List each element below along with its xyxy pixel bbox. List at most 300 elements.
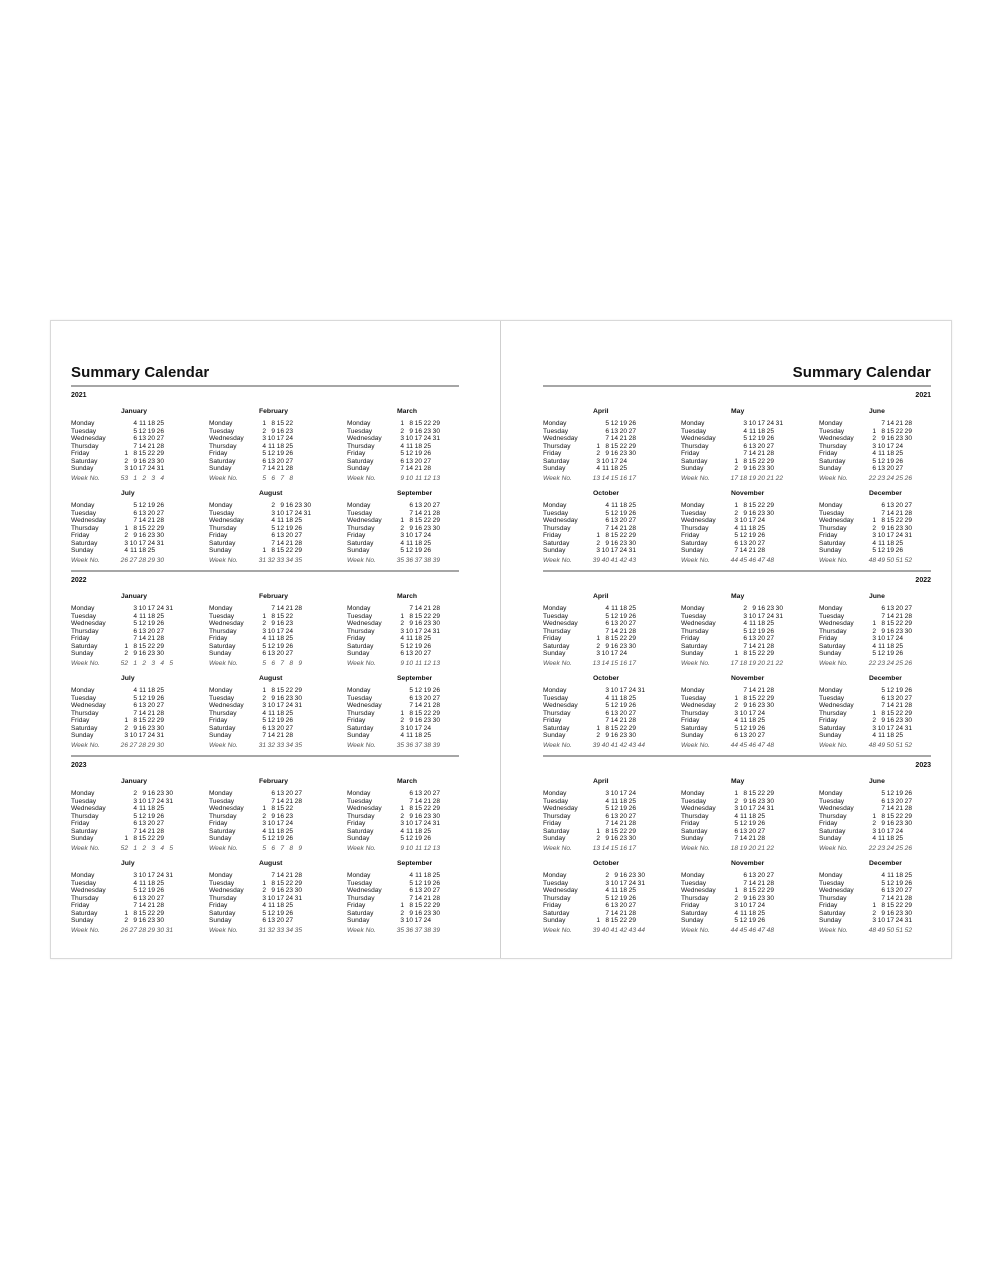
date-cell: 20 <box>423 790 431 797</box>
week-number: 43 <box>628 926 636 934</box>
date-cell: 7 <box>271 605 275 612</box>
weekday-label: Tuesday <box>209 427 235 435</box>
date-cell: 3 <box>262 820 266 827</box>
date-cell: 12 <box>739 820 747 827</box>
date-cell: 2 <box>734 797 738 805</box>
date-cell: 14 <box>414 702 422 709</box>
weekday-row <box>395 547 440 555</box>
weekday-label: Sunday <box>209 835 232 842</box>
date-grid <box>257 502 311 564</box>
week-number: 42 <box>619 556 627 564</box>
date-cell: 28 <box>156 902 164 909</box>
weekday-row <box>395 790 440 798</box>
date-cell: 9 <box>605 642 609 650</box>
date-cell: 27 <box>285 917 293 924</box>
date-cell: 17 <box>748 517 756 524</box>
date-cell: 24 <box>628 687 636 694</box>
weekday-label: Tuesday <box>819 879 845 887</box>
date-cell: 28 <box>156 442 164 450</box>
weekday-row <box>729 732 774 740</box>
month-july <box>71 490 203 570</box>
date-cell: 1 <box>262 687 266 694</box>
weekday-label: Wednesday <box>543 620 578 627</box>
weekday-label: Friday <box>347 450 366 457</box>
date-cell: 30 <box>432 717 440 724</box>
date-cell: 27 <box>156 820 164 827</box>
week-number-row <box>867 742 912 750</box>
date-cell: 4 <box>400 732 404 739</box>
date-cell: 12 <box>610 612 618 620</box>
date-cell: 18 <box>748 717 756 724</box>
date-cell: 26 <box>895 547 903 554</box>
date-cell: 14 <box>610 717 618 724</box>
date-cell: 25 <box>628 797 636 805</box>
date-cell: 11 <box>740 717 747 724</box>
week-number-row <box>395 742 440 750</box>
weekday-label: Thursday <box>209 894 237 902</box>
date-cell: 22 <box>285 420 293 427</box>
month-name: September <box>397 860 433 867</box>
date-cell: 11 <box>740 909 747 917</box>
weekday-labels <box>681 502 716 564</box>
date-cell: 1 <box>872 709 876 717</box>
date-cell: 25 <box>757 524 765 532</box>
date-cell: 28 <box>432 605 440 612</box>
date-cell: 2 <box>596 450 600 457</box>
weekday-label: Saturday <box>819 827 846 835</box>
weekday-label: Sunday <box>347 650 370 657</box>
date-cell: 12 <box>739 532 747 539</box>
date-cell: 28 <box>156 635 164 642</box>
date-cell: 8 <box>133 909 137 917</box>
date-cell: 16 <box>147 790 155 797</box>
date-cell: 9 <box>280 502 284 509</box>
date-cell: 3 <box>133 872 137 879</box>
date-cell: 10 <box>405 627 413 635</box>
weekday-label: Thursday <box>71 709 99 717</box>
date-grid <box>257 420 293 482</box>
date-cell: 13 <box>886 887 894 894</box>
week-number-row <box>729 845 774 853</box>
date-cell: 5 <box>133 427 137 435</box>
weekday-row <box>257 717 302 725</box>
date-cell: 6 <box>605 620 609 627</box>
date-cell: 13 <box>886 694 894 702</box>
date-cell: 26 <box>285 909 293 917</box>
weekday-label: Monday <box>347 420 371 427</box>
weekday-label: Sunday <box>347 835 370 842</box>
week-number: 46 <box>748 741 756 749</box>
date-cell: 10 <box>405 724 413 732</box>
date-cell: 26 <box>757 820 765 827</box>
week-number: 15 <box>610 474 618 482</box>
date-cell: 16 <box>138 650 146 657</box>
week-number: 28 <box>138 741 146 749</box>
date-cell: 7 <box>605 820 609 827</box>
date-cell: 9 <box>133 724 137 732</box>
year-block-2021 <box>543 385 931 570</box>
date-cell: 4 <box>734 909 738 917</box>
weekday-row <box>591 613 636 621</box>
date-cell: 18 <box>757 427 765 435</box>
date-cell: 19 <box>276 909 284 917</box>
week-number-label: Week No. <box>819 659 848 667</box>
date-cell: 10 <box>267 820 275 827</box>
date-cell: 9 <box>271 694 275 702</box>
date-cell: 29 <box>628 827 636 835</box>
date-cell: 1 <box>262 805 266 812</box>
weekday-row <box>119 798 173 806</box>
weekday-row <box>591 635 636 643</box>
weekday-labels <box>347 502 382 564</box>
date-cell: 21 <box>619 524 627 532</box>
date-cell: 14 <box>414 894 422 902</box>
weekday-row <box>395 443 440 451</box>
date-cell: 19 <box>147 812 155 820</box>
date-cell: 13 <box>276 790 284 797</box>
date-cell: 9 <box>605 732 609 739</box>
weekday-row <box>591 620 636 628</box>
date-cell: 22 <box>147 909 155 917</box>
date-cell: 4 <box>400 539 404 547</box>
date-cell: 25 <box>423 732 431 739</box>
date-cell: 6 <box>743 635 747 642</box>
date-cell: 18 <box>414 539 422 547</box>
date-cell: 10 <box>610 790 618 797</box>
date-cell: 3 <box>262 894 266 902</box>
weekday-label: Saturday <box>681 642 708 650</box>
weekday-label: Monday <box>681 872 705 879</box>
weekday-row <box>395 613 440 621</box>
week-number: 25 <box>895 844 903 852</box>
date-cell: 12 <box>739 917 747 924</box>
weekday-row <box>729 895 774 903</box>
weekday-row <box>395 502 440 510</box>
date-cell: 31 <box>628 547 636 554</box>
date-cell: 10 <box>267 702 275 709</box>
weekday-label: Thursday <box>543 812 571 820</box>
weekday-row <box>867 540 912 548</box>
week-number: 23 <box>877 474 885 482</box>
date-cell: 3 <box>605 687 609 694</box>
weekday-row <box>591 525 636 533</box>
date-cell: 2 <box>400 909 404 917</box>
date-cell: 4 <box>734 524 738 532</box>
date-cell: 27 <box>757 539 765 547</box>
weekday-row <box>729 532 774 540</box>
date-cell: 9 <box>133 917 137 924</box>
date-cell: 24 <box>285 894 293 902</box>
weekday-label: Sunday <box>681 917 704 924</box>
week-number-label: Week No. <box>819 741 848 749</box>
weekday-label: Wednesday <box>209 517 244 524</box>
date-cell: 17 <box>610 457 618 465</box>
date-cell: 19 <box>757 435 765 442</box>
week-number: 18 <box>739 474 747 482</box>
date-cell: 16 <box>610 539 618 547</box>
date-cell: 1 <box>124 717 128 724</box>
date-cell: 13 <box>267 650 275 657</box>
week-number: 15 <box>610 659 618 667</box>
date-cell: 14 <box>276 539 284 547</box>
weekday-row <box>867 835 912 843</box>
weekday-label: Wednesday <box>209 887 244 894</box>
date-cell: 25 <box>156 612 164 620</box>
date-cell: 17 <box>748 709 756 717</box>
date-cell: 6 <box>133 702 137 709</box>
date-cell: 15 <box>748 887 756 894</box>
date-cell: 14 <box>138 709 146 717</box>
date-cell: 6 <box>262 457 266 465</box>
weekday-row <box>591 465 636 473</box>
date-cell: 9 <box>614 872 618 879</box>
date-cell: 27 <box>628 620 636 627</box>
date-cell: 6 <box>881 502 885 509</box>
date-cell: 24 <box>895 442 903 450</box>
weekday-label: Saturday <box>543 642 570 650</box>
week-number: 27 <box>129 556 137 564</box>
date-cell: 29 <box>432 709 440 717</box>
date-cell: 30 <box>156 650 164 657</box>
date-cell: 19 <box>147 887 155 894</box>
date-cell: 27 <box>904 502 912 509</box>
week-number: 32 <box>267 926 275 934</box>
date-cell: 17 <box>414 724 422 732</box>
page-fold-divider <box>500 321 501 958</box>
date-cell: 7 <box>409 797 413 805</box>
date-cell: 3 <box>400 435 404 442</box>
date-cell: 15 <box>414 612 422 620</box>
date-cell: 18 <box>886 450 894 457</box>
date-grid <box>257 687 302 749</box>
weekday-label: Tuesday <box>681 509 707 517</box>
date-cell: 16 <box>886 524 894 532</box>
weekday-label: Monday <box>71 687 95 694</box>
weekday-row <box>257 450 293 458</box>
weekday-row <box>867 643 912 651</box>
date-cell: 26 <box>757 532 765 539</box>
date-cell: 27 <box>432 694 440 702</box>
week-number: 7 <box>280 474 284 482</box>
date-cell: 31 <box>294 894 302 902</box>
date-cell: 7 <box>881 420 885 427</box>
date-cell: 4 <box>133 687 137 694</box>
date-cell: 31 <box>775 612 783 620</box>
date-grid <box>119 790 173 852</box>
weekday-label: Tuesday <box>209 797 235 805</box>
week-number: 47 <box>757 741 765 749</box>
date-cell: 25 <box>285 827 293 835</box>
week-number: 6 <box>271 474 275 482</box>
date-cell: 6 <box>605 709 609 717</box>
date-cell: 25 <box>895 539 903 547</box>
week-number: 5 <box>169 844 173 852</box>
weekday-row <box>729 710 774 718</box>
weekday-labels <box>681 605 716 667</box>
week-number-row <box>395 927 440 935</box>
month-name: December <box>869 490 902 497</box>
date-cell: 14 <box>138 442 146 450</box>
date-cell: 5 <box>881 790 885 797</box>
weekday-label: Thursday <box>819 812 847 820</box>
date-cell: 9 <box>605 450 609 457</box>
date-cell: 24 <box>628 879 636 887</box>
date-cell: 14 <box>610 435 618 442</box>
weekday-row <box>257 532 311 540</box>
weekday-label: Friday <box>71 902 90 909</box>
date-cell: 28 <box>904 420 912 427</box>
date-cell: 10 <box>267 894 275 902</box>
weekday-row <box>119 650 173 658</box>
date-cell: 2 <box>400 620 404 627</box>
date-cell: 2 <box>400 812 404 820</box>
date-cell: 4 <box>262 442 266 450</box>
date-cell: 9 <box>271 812 275 820</box>
week-number-label: Week No. <box>681 659 710 667</box>
date-cell: 4 <box>881 872 885 879</box>
weekday-label: Friday <box>819 717 838 724</box>
date-cell: 11 <box>139 687 146 694</box>
weekday-row <box>867 443 912 451</box>
date-cell: 13 <box>267 917 275 924</box>
weekday-row <box>395 628 440 636</box>
date-cell: 22 <box>423 517 431 524</box>
weekday-label: Friday <box>819 635 838 642</box>
date-cell: 1 <box>124 450 128 457</box>
weekday-row <box>395 435 440 443</box>
date-cell: 15 <box>414 709 422 717</box>
weekday-label: Wednesday <box>543 805 578 812</box>
week-number: 17 <box>730 474 738 482</box>
weekday-label: Monday <box>543 502 567 509</box>
date-cell: 17 <box>886 827 894 835</box>
date-cell: 30 <box>432 524 440 532</box>
week-number-row <box>257 845 302 853</box>
date-cell: 15 <box>886 812 894 820</box>
weekday-label: Thursday <box>681 627 709 635</box>
date-cell: 21 <box>895 612 903 620</box>
date-cell: 19 <box>423 879 431 887</box>
date-cell: 15 <box>610 635 618 642</box>
week-number-label: Week No. <box>819 926 848 934</box>
date-cell: 28 <box>766 450 774 457</box>
date-cell: 31 <box>432 435 440 442</box>
date-cell: 3 <box>872 442 876 450</box>
week-number-label: Week No. <box>819 844 848 852</box>
date-cell: 17 <box>619 879 627 887</box>
date-cell: 12 <box>138 812 146 820</box>
month-november <box>681 675 813 755</box>
week-number-label: Week No. <box>681 741 710 749</box>
date-cell: 24 <box>895 635 903 642</box>
weekday-row <box>591 547 636 555</box>
date-cell: 12 <box>886 687 894 694</box>
date-cell: 4 <box>872 642 876 650</box>
date-cell: 28 <box>628 435 636 442</box>
date-cell: 5 <box>881 879 885 887</box>
date-cell: 9 <box>605 539 609 547</box>
weekday-label: Sunday <box>819 732 842 739</box>
date-cell: 27 <box>628 517 636 524</box>
week-number: 49 <box>877 741 885 749</box>
date-cell: 13 <box>886 797 894 805</box>
date-cell: 5 <box>133 502 137 509</box>
week-number-label: Week No. <box>543 659 572 667</box>
date-cell: 19 <box>748 820 756 827</box>
date-cell: 14 <box>886 702 894 709</box>
weekday-labels <box>819 872 854 934</box>
week-number-label: Week No. <box>209 741 238 749</box>
month-october <box>543 860 675 940</box>
date-cell: 11 <box>268 902 275 909</box>
date-cell: 1 <box>596 827 600 835</box>
date-cell: 3 <box>743 612 747 620</box>
week-number: 36 <box>405 741 413 749</box>
weekday-label: Tuesday <box>819 612 845 620</box>
date-cell: 1 <box>596 532 600 539</box>
date-cell: 15 <box>276 687 284 694</box>
date-cell: 7 <box>409 509 413 517</box>
week-number: 31 <box>258 741 266 749</box>
date-cell: 14 <box>405 465 413 472</box>
week-number-label: Week No. <box>819 474 848 482</box>
date-cell: 4 <box>400 635 404 642</box>
date-cell: 6 <box>881 694 885 702</box>
date-cell: 5 <box>605 612 609 620</box>
date-cell: 9 <box>605 835 609 842</box>
date-cell: 8 <box>133 835 137 842</box>
date-cell: 8 <box>881 902 885 909</box>
date-cell: 7 <box>262 465 266 472</box>
month-september <box>347 860 479 940</box>
weekday-label: Tuesday <box>681 797 707 805</box>
date-cell: 28 <box>432 509 440 517</box>
date-cell: 5 <box>734 917 738 924</box>
date-cell: 12 <box>610 509 618 517</box>
date-cell: 3 <box>596 457 600 465</box>
date-cell: 5 <box>262 717 266 724</box>
weekday-label: Saturday <box>209 539 236 547</box>
date-cell: 7 <box>133 442 137 450</box>
date-cell: 16 <box>757 605 765 612</box>
date-cell: 24 <box>294 509 302 517</box>
weekday-label: Saturday <box>347 642 374 650</box>
date-cell: 20 <box>757 872 765 879</box>
date-cell: 4 <box>133 612 137 620</box>
date-cell: 4 <box>605 502 609 509</box>
weekday-labels <box>819 790 854 852</box>
date-cell: 5 <box>743 435 747 442</box>
date-cell: 25 <box>895 450 903 457</box>
date-grid <box>395 872 440 934</box>
week-number: 37 <box>414 926 422 934</box>
weekday-labels <box>209 687 244 749</box>
date-cell: 29 <box>904 812 912 820</box>
weekday-label: Tuesday <box>71 797 97 805</box>
date-cell: 13 <box>739 732 747 739</box>
date-cell: 12 <box>748 435 756 442</box>
weekday-label: Friday <box>347 902 366 909</box>
weekday-label: Wednesday <box>819 517 854 524</box>
date-grid <box>729 790 774 852</box>
date-cell: 2 <box>872 524 876 532</box>
date-cell: 20 <box>748 827 756 835</box>
date-cell: 25 <box>619 465 627 472</box>
week-number-label: Week No. <box>681 926 710 934</box>
week-number: 13 <box>432 659 440 667</box>
date-cell: 22 <box>423 805 431 812</box>
weekday-label: Sunday <box>819 917 842 924</box>
